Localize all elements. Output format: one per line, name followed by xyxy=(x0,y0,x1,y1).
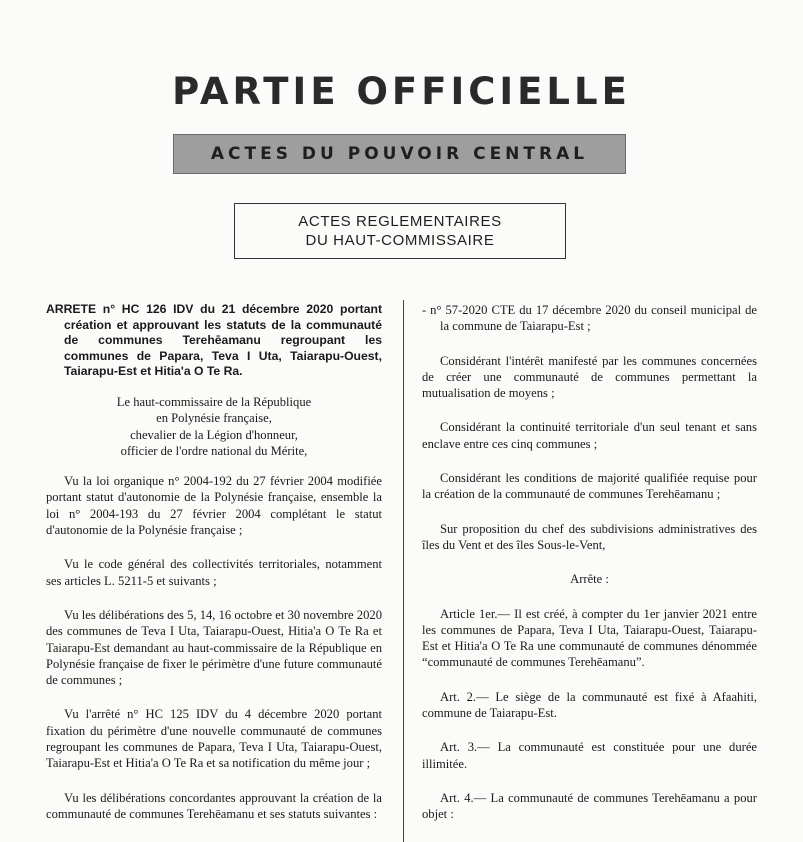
section-banner: ACTES DU POUVOIR CENTRAL xyxy=(173,134,626,174)
article-1: Article 1er.— Il est créé, à compter du 1er janvier 2021 entre les communes de Papara, Teva I Uta, Taiarapu-Ouest, Taiarapu-Est et Hitia'a O Te Ra une communauté de communes dénommée “communauté de communes Terehēamanu”. xyxy=(422,606,757,670)
considering-2: Considérant la continuité territoriale d'un seul tenant et sans enclave entre ces cinq communes ; xyxy=(422,420,757,451)
signatory-line-4: officier de l'ordre national du Mérite, xyxy=(120,443,308,458)
deliberation-item: - n° 57-2020 CTE du 17 décembre 2020 du conseil municipal de la commune de Taiarapu-Est ; xyxy=(422,303,757,334)
proposal-paragraph: Sur proposition du chef des subdivisions administratives des îles du Vent et des îles Sous-le-Vent, xyxy=(422,521,757,552)
right-column xyxy=(422,302,757,837)
visa-paragraph-5: Vu les délibérations concordantes approuvant la création de la communauté de communes Terehēamanu et ses statuts suivantes : xyxy=(46,790,382,821)
article-2: Art. 2.— Le siège de la communauté est fixé à Afaahiti, commune de Taiarapu-Est. xyxy=(422,689,757,721)
decree-heading: Arrête : xyxy=(570,572,609,587)
article-4: Art. 4.— La communauté de communes Terehēamanu a pour objet : xyxy=(422,790,757,822)
signatory-line-3: chevalier de la Légion d'honneur, xyxy=(130,427,298,442)
visa-paragraph-2: Vu le code général des collectivités territoriales, notamment ses articles L. 5211-5 et suivants ; xyxy=(46,557,382,588)
article-3: Art. 3.— La communauté est constituée pour une durée illimitée. xyxy=(422,740,757,771)
page-title: PARTIE OFFICIELLE xyxy=(172,70,631,113)
considering-1: Considérant l'intérêt manifesté par les communes concernées de créer une communauté de communes permettant la mutualisation de moyens ; xyxy=(422,353,757,401)
subsection-line-2: DU HAUT-COMMISSAIRE xyxy=(305,232,495,249)
subsection-line-1: ACTES REGLEMENTAIRES xyxy=(298,213,502,230)
signatory-block xyxy=(46,394,382,459)
decree-title: ARRETE n° HC 126 IDV du 21 décembre 2020 portant création et approuvant les statuts de la communauté de communes Terehēamanu regroupant les communes de Papara, Teva I Uta, Taiarapu-Ouest, Taiarapu-Est et Hitia'a O Te Ra. xyxy=(46,302,382,379)
considering-3: Considérant les conditions de majorité qualifiée requise pour la création de la communauté de communes Terehēamanu ; xyxy=(422,471,757,502)
visa-paragraph-1: Vu la loi organique n° 2004-192 du 27 février 2004 modifiée portant statut d'autonomie de la Polynésie française, ensemble la loi n° 2004-193 du 27 février 2004 complétant le statut d'autonomie de la Polynésie française ; xyxy=(46,474,382,538)
signatory-line-1: Le haut-commissaire de la République xyxy=(116,394,312,409)
visa-paragraph-3: Vu les délibérations des 5, 14, 16 octobre et 30 novembre 2020 des communes de Teva I Uta, Taiarapu-Ouest, Hitia'a O Te Ra et Taiarapu-Est demandant au haut-commissaire de la République en Polynésie française de fixer le périmètre d'une future communauté de communes ; xyxy=(46,607,382,688)
signatory-line-2: en Polynésie française, xyxy=(156,411,272,426)
column-divider xyxy=(403,300,404,842)
subsection-box xyxy=(234,203,566,259)
left-column xyxy=(46,302,382,836)
visa-paragraph-4: Vu l'arrêté n° HC 125 IDV du 4 décembre 2020 portant fixation du périmètre d'une nouvelle communauté de communes regroupant les communes de Papara, Teva I Uta, Taiarapu-Ouest, Taiarapu-Est et Hitia'a O Te Ra et sa notification du même jour ; xyxy=(46,707,382,771)
